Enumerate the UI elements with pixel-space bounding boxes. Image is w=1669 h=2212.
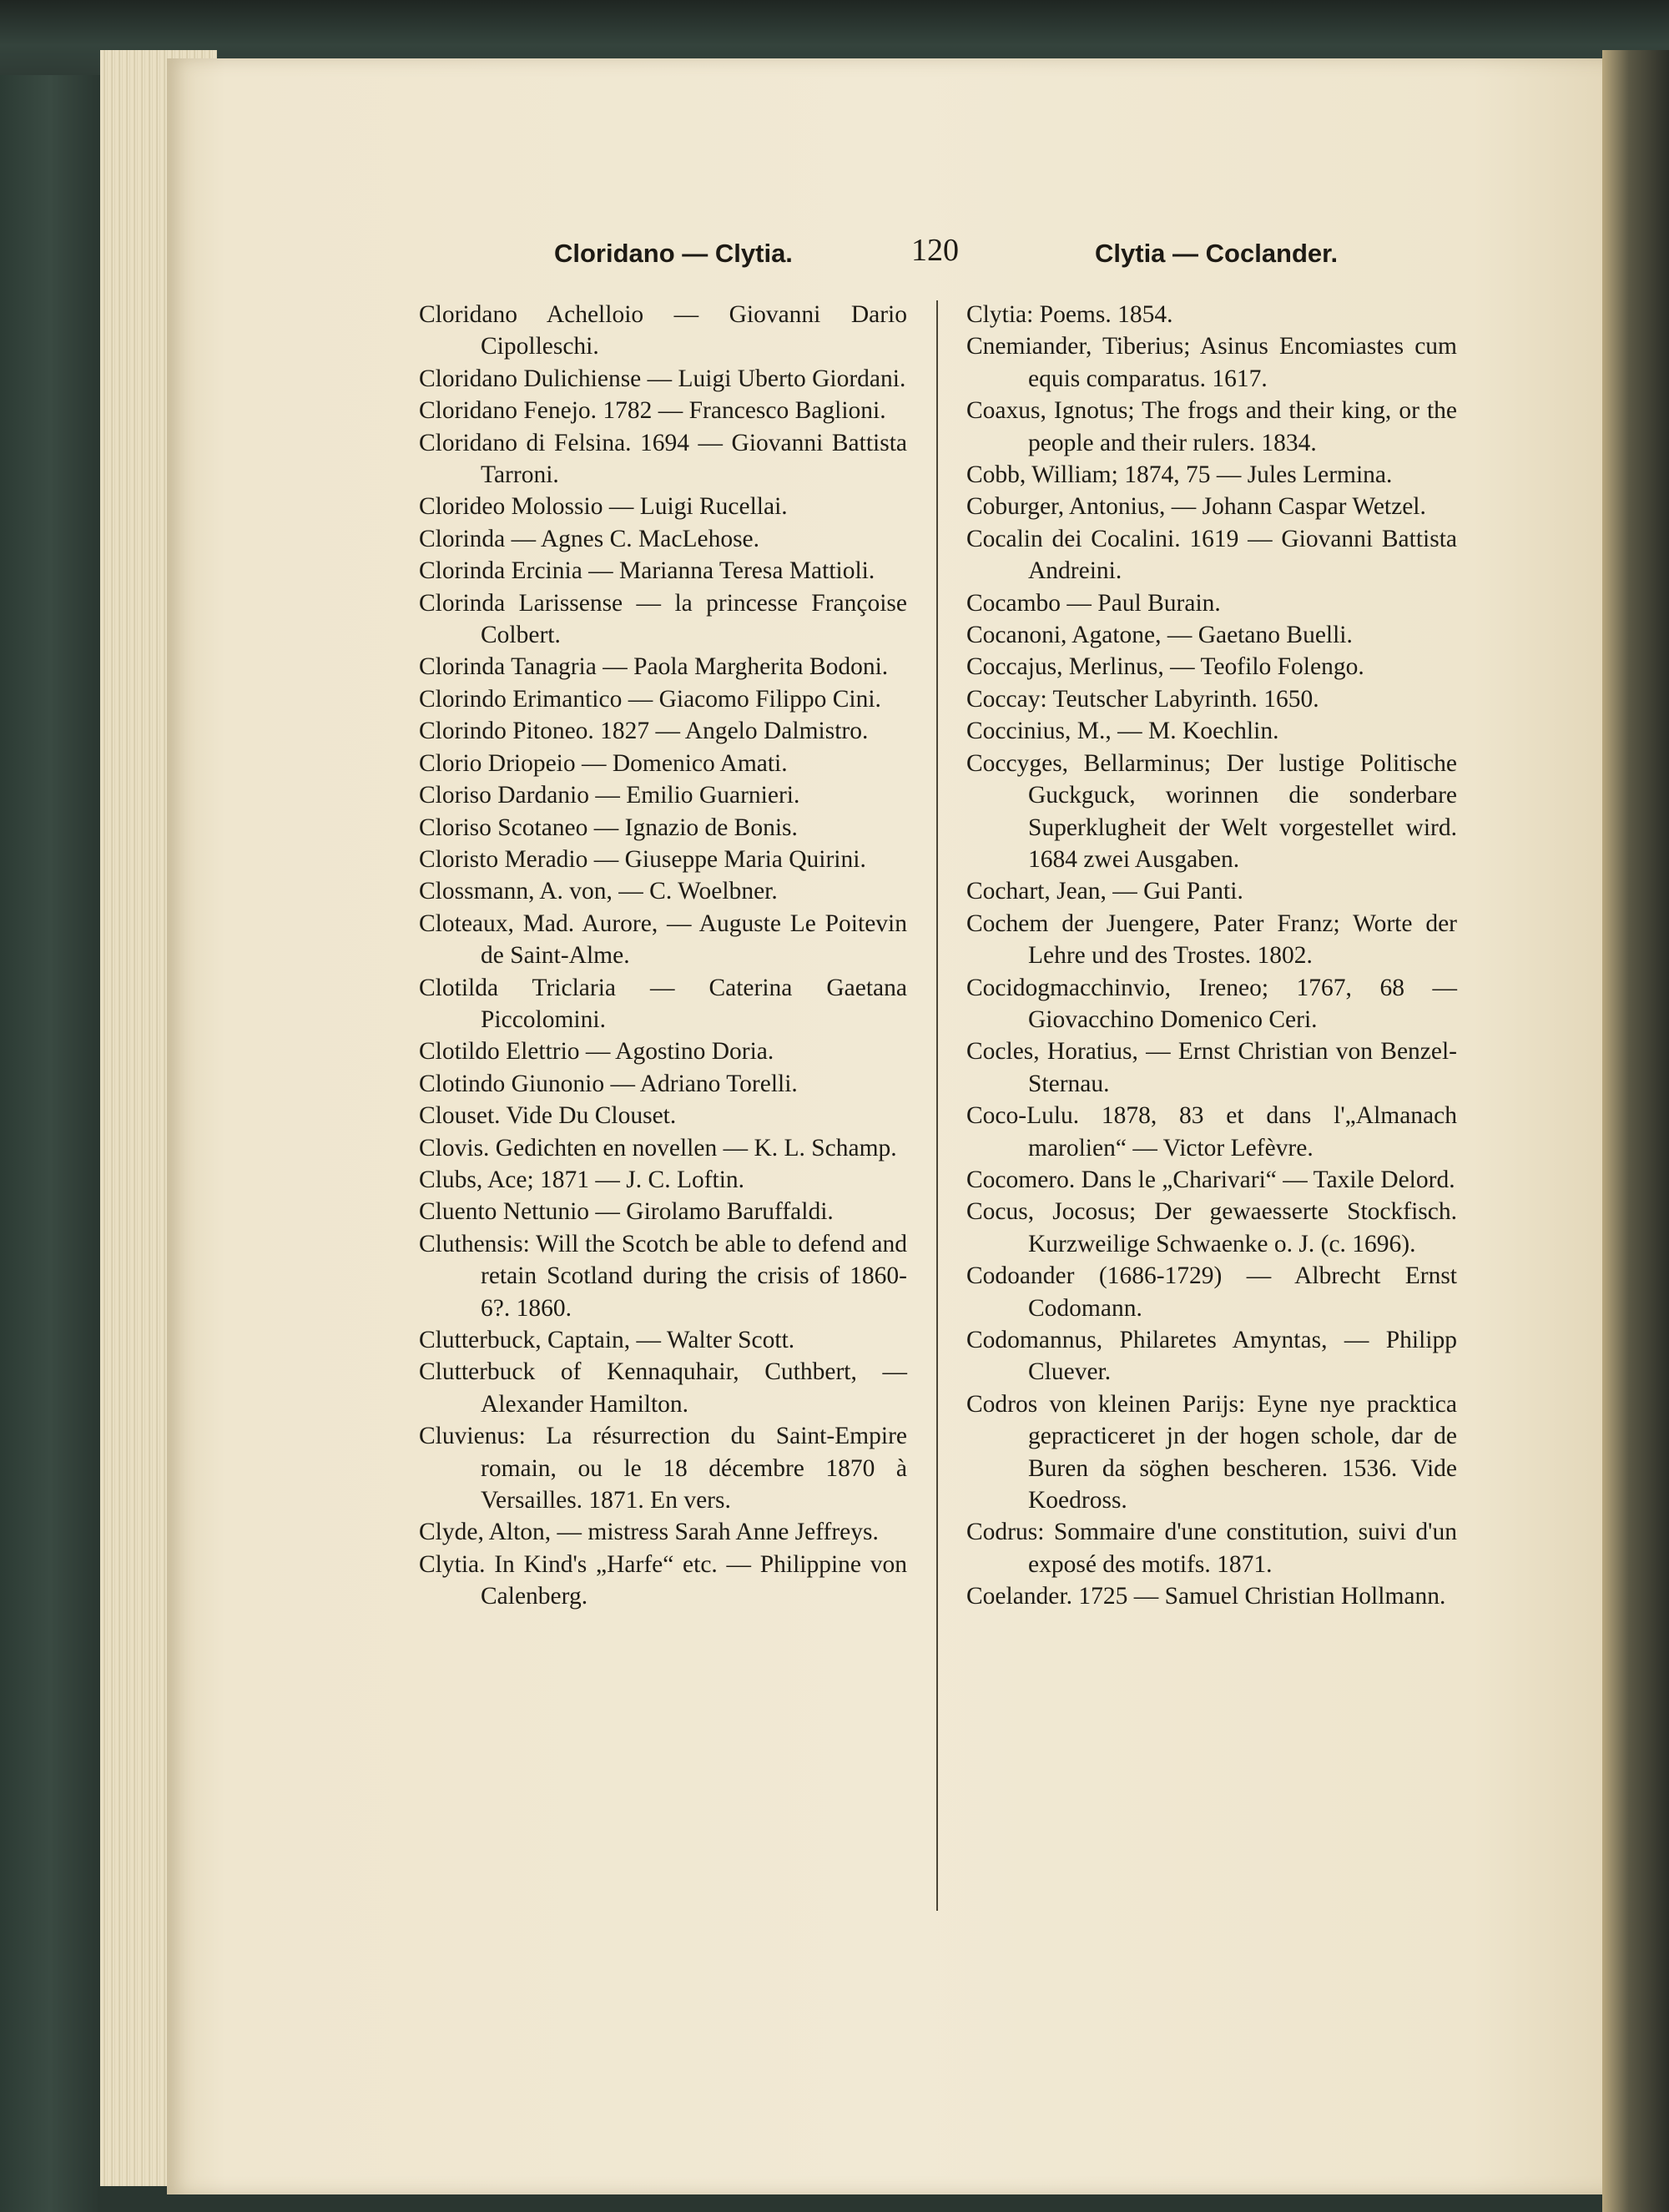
list-item: Cloteaux, Mad. Aurore, — Auguste Le Poitevin de Saint-Alme. [419,909,907,970]
list-item: Cocles, Horatius, — Ernst Christian von Benzel-Sternau. [966,1038,1457,1097]
list-item: Codros von kleinen Parijs: Eyne nye pracktica gepracticeret jn der hogen schole, dar de Buren da söghen bescheren. 1536. Vide Koedross. [966,1390,1457,1514]
list-item: Cloriso Dardanio — Emilio Guarnieri. [419,782,800,809]
running-header-left: Cloridano — Clytia. [554,239,793,268]
list-item: Clytia: Poems. 1854. [966,301,1173,328]
list-item: Cochem der Juengere, Pater Franz; Worte der Lehre und des Trostes. 1802. [966,909,1457,970]
list-item: Clotilda Triclaria — Caterina Gaetana Piccolomini. [419,974,907,1033]
list-item: Clouset. Vide Du Clouset. [419,1102,677,1130]
list-item: Clutterbuck, Captain, — Walter Scott. [419,1327,795,1353]
list-item: Clorio Driopeio — Domenico Amati. [419,749,788,777]
list-item: Cobb, William; 1874, 75 — Jules Lermina. [966,461,1393,489]
list-item: Clorinda Larissense — la princesse Françoise Colbert. [419,589,907,649]
list-item: Cocus, Jocosus; Der gewaesserte Stockfisch. Kurzweilige Schwaenke o. J. (c. 1696). [966,1198,1457,1257]
list-item: Codoander (1686-1729) — Albrecht Ernst Codomann. [966,1262,1457,1322]
list-item: Cloridano Achelloio — Giovanni Dario Cipolleschi. [419,301,907,360]
list-item: Cocambo — Paul Burain. [966,589,1221,617]
list-item: Cluvienus: La résurrection du Saint-Empire romain, ou le 18 décembre 1870 à Versailles. 1871. En vers. [419,1423,907,1514]
list-item: Clovis. Gedichten en novellen — K. L. Schamp. [419,1134,897,1161]
list-item: Clorinda Ercinia — Marianna Teresa Mattioli. [419,557,875,585]
list-item: Clorindo Pitoneo. 1827 — Angelo Dalmistro. [419,718,869,745]
list-item: Clotildo Elettrio — Agostino Doria. [419,1038,774,1066]
list-item: Cocomero. Dans le „Charivari“ — Taxile Delord. [966,1166,1455,1193]
list-item: Coccay: Teutscher Labyrinth. 1650. [966,685,1319,713]
list-item: Cochart, Jean, — Gui Panti. [966,878,1243,905]
list-item: Coaxus, Ignotus; The frogs and their king, or the people and their rulers. 1834. [966,397,1457,456]
list-item: Cloridano Dulichiense — Luigi Uberto Giordani. [419,365,906,392]
list-item: Codomannus, Philaretes Amyntas, — Philipp Cluever. [966,1327,1457,1386]
list-item: Cloristo Meradio — Giuseppe Maria Quirini. [419,845,866,873]
list-item: Clossmann, A. von, — C. Woelbner. [419,878,778,905]
gutter-shadow [1602,50,1669,2212]
list-item: Clutterbuck of Kennaquhair, Cuthbert, — Alexander Hamilton. [419,1358,907,1418]
running-header-right: Clytia — Coclander. [1095,239,1339,268]
list-item: Cloriso Scotaneo — Ignazio de Bonis. [419,814,798,841]
list-item: Clotindo Giunonio — Adriano Torelli. [419,1070,798,1097]
list-item: Coccajus, Merlinus, — Teofilo Folengo. [966,653,1364,681]
right-column [966,299,1457,1613]
list-item: Cnemiander, Tiberius; Asinus Encomiastes cum equis comparatus. 1617. [966,333,1457,392]
list-item: Cluento Nettunio — Girolamo Baruffaldi. [419,1198,834,1226]
left-column [419,299,907,1613]
list-item: Cocanoni, Agatone, — Gaetano Buelli. [966,622,1353,649]
list-item: Cocalin dei Cocalini. 1619 — Giovanni Battista Andreini. [966,525,1457,585]
list-item: Clubs, Ace; 1871 — J. C. Loftin. [419,1166,745,1193]
list-item: Clytia. In Kind's „Harfe“ etc. — Philippine von Calenberg. [419,1550,907,1610]
list-item: Cluthensis: Will the Scotch be able to defend and retain Scotland during the crisis of 1860-6?. 1860. [419,1230,907,1322]
list-item: Clorinda — Agnes C. MacLehose. [419,525,760,552]
column-divider [936,300,938,1911]
list-item: Cocidogmacchinvio, Ireneo; 1767, 68 — Giovacchino Domenico Ceri. [966,974,1457,1033]
list-item: Clyde, Alton, — mistress Sarah Anne Jeffreys. [419,1519,879,1546]
list-item: Coco-Lulu. 1878, 83 et dans l'„Almanach marolien“ — Victor Lefèvre. [966,1102,1457,1161]
list-item: Coelander. 1725 — Samuel Christian Hollmann. [966,1583,1446,1610]
list-item: Cloridano Fenejo. 1782 — Francesco Baglioni. [419,397,886,425]
list-item: Coccinius, M., — M. Koechlin. [966,718,1279,745]
list-item: Clorideo Molossio — Luigi Rucellai. [419,493,788,521]
list-item: Coburger, Antonius, — Johann Caspar Wetzel. [966,493,1426,521]
list-item: Clorindo Erimantico — Giacomo Filippo Cini. [419,685,881,713]
list-item: Codrus: Sommaire d'une constitution, suivi d'un exposé des motifs. 1871. [966,1519,1457,1578]
list-item: Cloridano di Felsina. 1694 — Giovanni Battista Tarroni. [419,429,907,489]
list-item: Coccyges, Bellarminus; Der lustige Politische Guckguck, worinnen die sonderbare Superklugheit der Welt vorgestellet wird. 1684 zwei Ausgaben. [966,749,1457,873]
list-item: Clorinda Tanagria — Paola Margherita Bodoni. [419,653,889,681]
page-number: 120 [911,233,959,268]
